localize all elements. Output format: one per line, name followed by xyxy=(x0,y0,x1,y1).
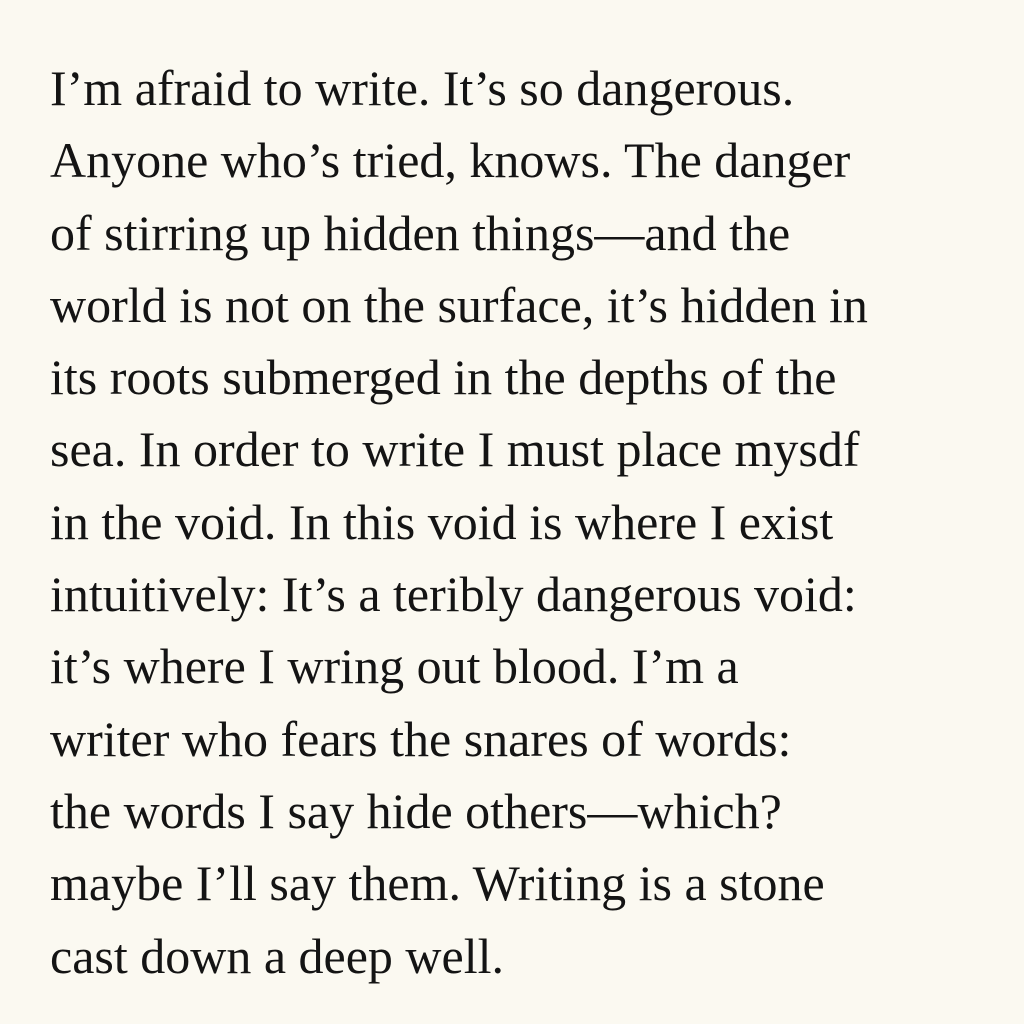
text-line: I’m afraid to write. It’s so dangerous. xyxy=(50,60,795,116)
text-line: maybe I’ll say them. Writing is a stone xyxy=(50,855,825,912)
text-line: the words I say hide others—which? xyxy=(50,782,782,839)
text-line: its roots submerged in the depths of the xyxy=(50,349,837,406)
text-line: intuitively: It’s a teribly dangerous void: xyxy=(50,566,857,623)
text-line: writer who fears the snares of words: xyxy=(50,710,792,767)
text-line: sea. In order to write I must place mysdf xyxy=(50,421,860,478)
text-line: in the void. In this void is where I exist xyxy=(50,493,834,550)
passage-text xyxy=(50,52,1010,992)
text-line: of stirring up hidden things—and the xyxy=(50,204,791,261)
text-line: world is not on the surface, it’s hidden in xyxy=(50,276,868,333)
text-line: Anyone who’s tried, knows. The danger xyxy=(50,132,851,189)
text-line: it’s where I wring out blood. I’m a xyxy=(50,638,739,695)
text-line: cast down a deep well. xyxy=(50,927,505,984)
